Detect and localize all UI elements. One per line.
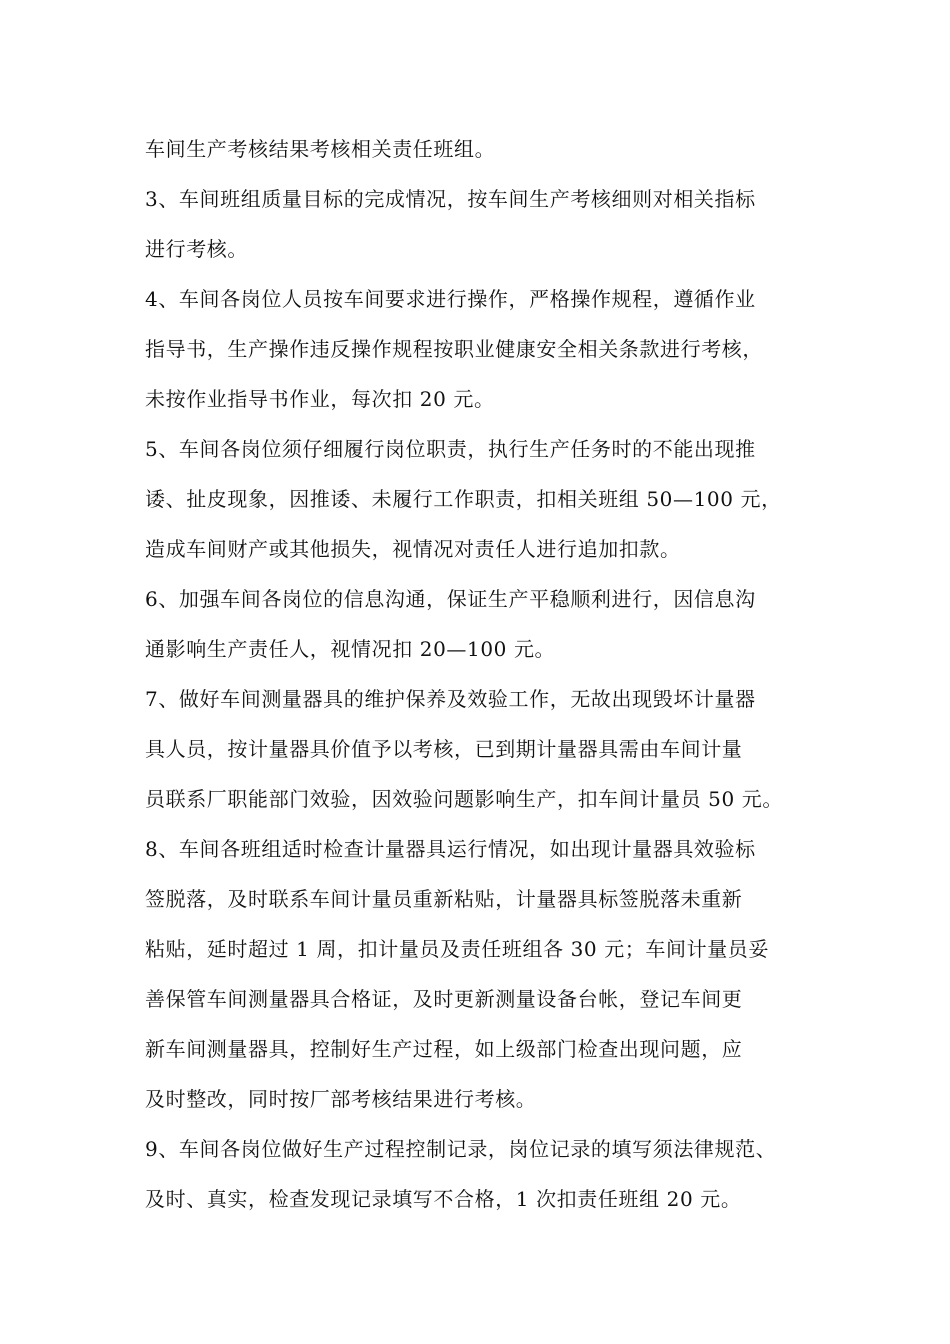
text-line: 善保管车间测量器具合格证，及时更新测量设备台帐，登记车间更 (145, 987, 743, 1011)
document-body (145, 124, 825, 1224)
text-line: 车间生产考核结果考核相关责任班组。 (145, 137, 496, 161)
text-line: 具人员，按计量器具价值予以考核，已到期计量器具需由车间计量 (145, 737, 743, 761)
text-line: 8、车间各班组适时检查计量器具运行情况，如出现计量器具效验标 (145, 837, 756, 861)
text-line: 5、车间各岗位须仔细履行岗位职责，执行生产任务时的不能出现推 (145, 437, 756, 461)
text-line: 未按作业指导书作业，每次扣 20 元。 (145, 387, 495, 411)
text-line: 造成车间财产或其他损失，视情况对责任人进行追加扣款。 (145, 537, 681, 561)
text-line: 粘贴，延时超过 1 周，扣计量员及责任班组各 30 元；车间计量员妥 (145, 937, 770, 961)
text-line: 进行考核。 (145, 237, 248, 261)
text-line: 员联系厂职能部门效验，因效验问题影响生产，扣车间计量员 50 元。 (145, 787, 783, 811)
text-line: 3、车间班组质量目标的完成情况，按车间生产考核细则对相关指标 (145, 187, 756, 211)
text-line: 通影响生产责任人，视情况扣 20—100 元。 (145, 637, 556, 661)
text-line: 4、车间各岗位人员按车间要求进行操作，严格操作规程，遵循作业 (145, 287, 756, 311)
text-line: 指导书，生产操作违反操作规程按职业健康安全相关条款进行考核， (145, 337, 763, 361)
text-line: 及时、真实，检查发现记录填写不合格，1 次扣责任班组 20 元。 (145, 1187, 742, 1211)
text-line: 新车间测量器具，控制好生产过程，如上级部门检查出现问题，应 (145, 1037, 743, 1061)
text-line: 6、加强车间各岗位的信息沟通，保证生产平稳顺利进行，因信息沟 (145, 587, 756, 611)
text-line: 7、做好车间测量器具的维护保养及效验工作，无故出现毁坏计量器 (145, 687, 756, 711)
text-line: 签脱落，及时联系车间计量员重新粘贴，计量器具标签脱落未重新 (145, 887, 743, 911)
text-line: 诿、扯皮现象，因推诿、未履行工作职责，扣相关班组 50—100 元， (145, 487, 782, 511)
text-line: 9、车间各岗位做好生产过程控制记录，岗位记录的填写须法律规范、 (145, 1137, 777, 1161)
text-line: 及时整改，同时按厂部考核结果进行考核。 (145, 1087, 537, 1111)
